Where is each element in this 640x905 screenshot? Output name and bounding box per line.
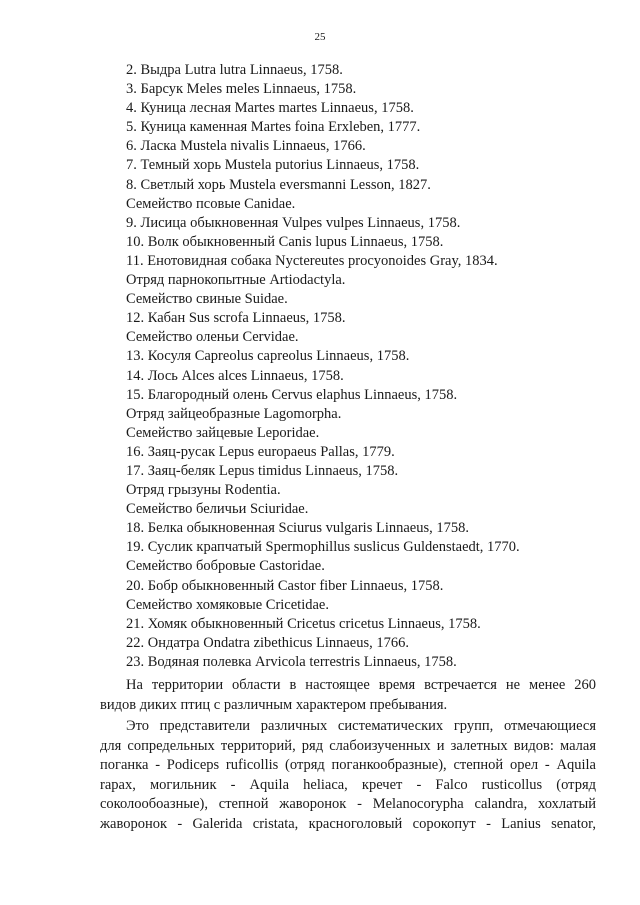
- list-line: Отряд грызуны Rodentia.: [126, 482, 281, 499]
- list-line: 22. Ондатра Ondatra zibethicus Linnaeus, 1766.: [126, 634, 410, 651]
- paragraph-line: Это представители различных систематических групп, отмечающиеся: [126, 718, 596, 734]
- list-line: Семейство оленьи Cervidae.: [126, 329, 299, 346]
- paragraph-bird-species: [100, 717, 596, 834]
- list-line: Семейство хомяковые Cricetidae.: [126, 596, 329, 613]
- paragraph-line: поганка - Podiceps ruficollis (отряд поганкообразные), степной орел - Aquila: [100, 757, 596, 773]
- list-line: 3. Барсук Meles meles Linnaeus, 1758.: [126, 81, 357, 98]
- list-line: Отряд парнокопытные Artiodactyla.: [126, 272, 346, 289]
- list-line: 13. Косуля Capreolus capreolus Linnaeus, 1758.: [126, 348, 410, 365]
- paragraph-line: rapax, могильник - Aquila heliaca, кречет - Falco rusticollus (отряд: [100, 776, 596, 793]
- paragraph-line: для сопредельных территорий, ряд слабоизученных и залетных видов: малая: [100, 737, 596, 754]
- list-line: 20. Бобр обыкновенный Castor fiber Linnaeus, 1758.: [126, 577, 444, 594]
- paragraph-line: соколообоазные), степной жаворонок - Melanocorypha calandra, хохлатый: [100, 796, 596, 812]
- page-number: 25: [314, 31, 326, 43]
- paragraph-line: видов диких птиц с различным характером пребывания.: [100, 696, 448, 713]
- list-line: Семейство зайцевые Leporidae.: [126, 424, 320, 441]
- list-line: 6. Ласка Mustela nivalis Linnaeus, 1766.: [126, 138, 366, 155]
- list-line: 11. Енотовидная собака Nyctereutes procyonoides Gray, 1834.: [126, 252, 498, 269]
- list-line: 14. Лось Alces alces Linnaeus, 1758.: [126, 367, 344, 384]
- list-line: 4. Куница лесная Martes martes Linnaeus, 1758.: [126, 100, 414, 117]
- list-line: 19. Суслик крапчатый Spermophillus suslicus Guldenstaedt, 1770.: [126, 539, 520, 556]
- list-line: 9. Лисица обыкновенная Vulpes vulpes Linnaeus, 1758.: [126, 214, 461, 231]
- list-line: Отряд зайцеобразные Lagomorpha.: [126, 405, 342, 422]
- paragraph-line: жаворонок - Galerida cristata, красноголовый сорокопут - Lanius senator,: [100, 815, 596, 832]
- list-line: 18. Белка обыкновенная Sciurus vulgaris Linnaeus, 1758.: [126, 520, 469, 537]
- list-line: 7. Темный хорь Mustela putorius Linnaeus, 1758.: [126, 157, 420, 174]
- list-line: 15. Благородный олень Cervus elaphus Linnaeus, 1758.: [126, 386, 458, 403]
- list-line: 8. Светлый хорь Mustela eversmanni Lesson, 1827.: [126, 176, 431, 193]
- list-line: 21. Хомяк обыкновенный Cricetus cricetus Linnaeus, 1758.: [126, 615, 481, 632]
- paragraph-line: На территории области в настоящее время встречается не менее 260: [126, 677, 596, 693]
- list-line: Семейство беличьи Sciuridae.: [126, 501, 309, 518]
- list-line: 23. Водяная полевка Arvicola terrestris Linnaeus, 1758.: [126, 653, 457, 670]
- list-line: 17. Заяц-беляк Lepus timidus Linnaeus, 1758.: [126, 462, 399, 479]
- list-line: 2. Выдра Lutra lutra Linnaeus, 1758.: [126, 62, 343, 78]
- list-line: Семейство псовые Canidae.: [126, 195, 296, 212]
- list-line: Семейство свиные Suidae.: [126, 291, 288, 308]
- list-line: 16. Заяц-русак Lepus europaeus Pallas, 1779.: [126, 443, 395, 460]
- list-line: 10. Волк обыкновенный Canis lupus Linnaeus, 1758.: [126, 233, 444, 250]
- paragraph-birds-count: [100, 676, 596, 715]
- species-list: [126, 61, 596, 672]
- list-line: 5. Куница каменная Martes foina Erxleben, 1777.: [126, 119, 421, 136]
- list-line: 12. Кабан Sus scrofa Linnaeus, 1758.: [126, 310, 346, 327]
- list-line: Семейство бобровые Castoridae.: [126, 558, 325, 575]
